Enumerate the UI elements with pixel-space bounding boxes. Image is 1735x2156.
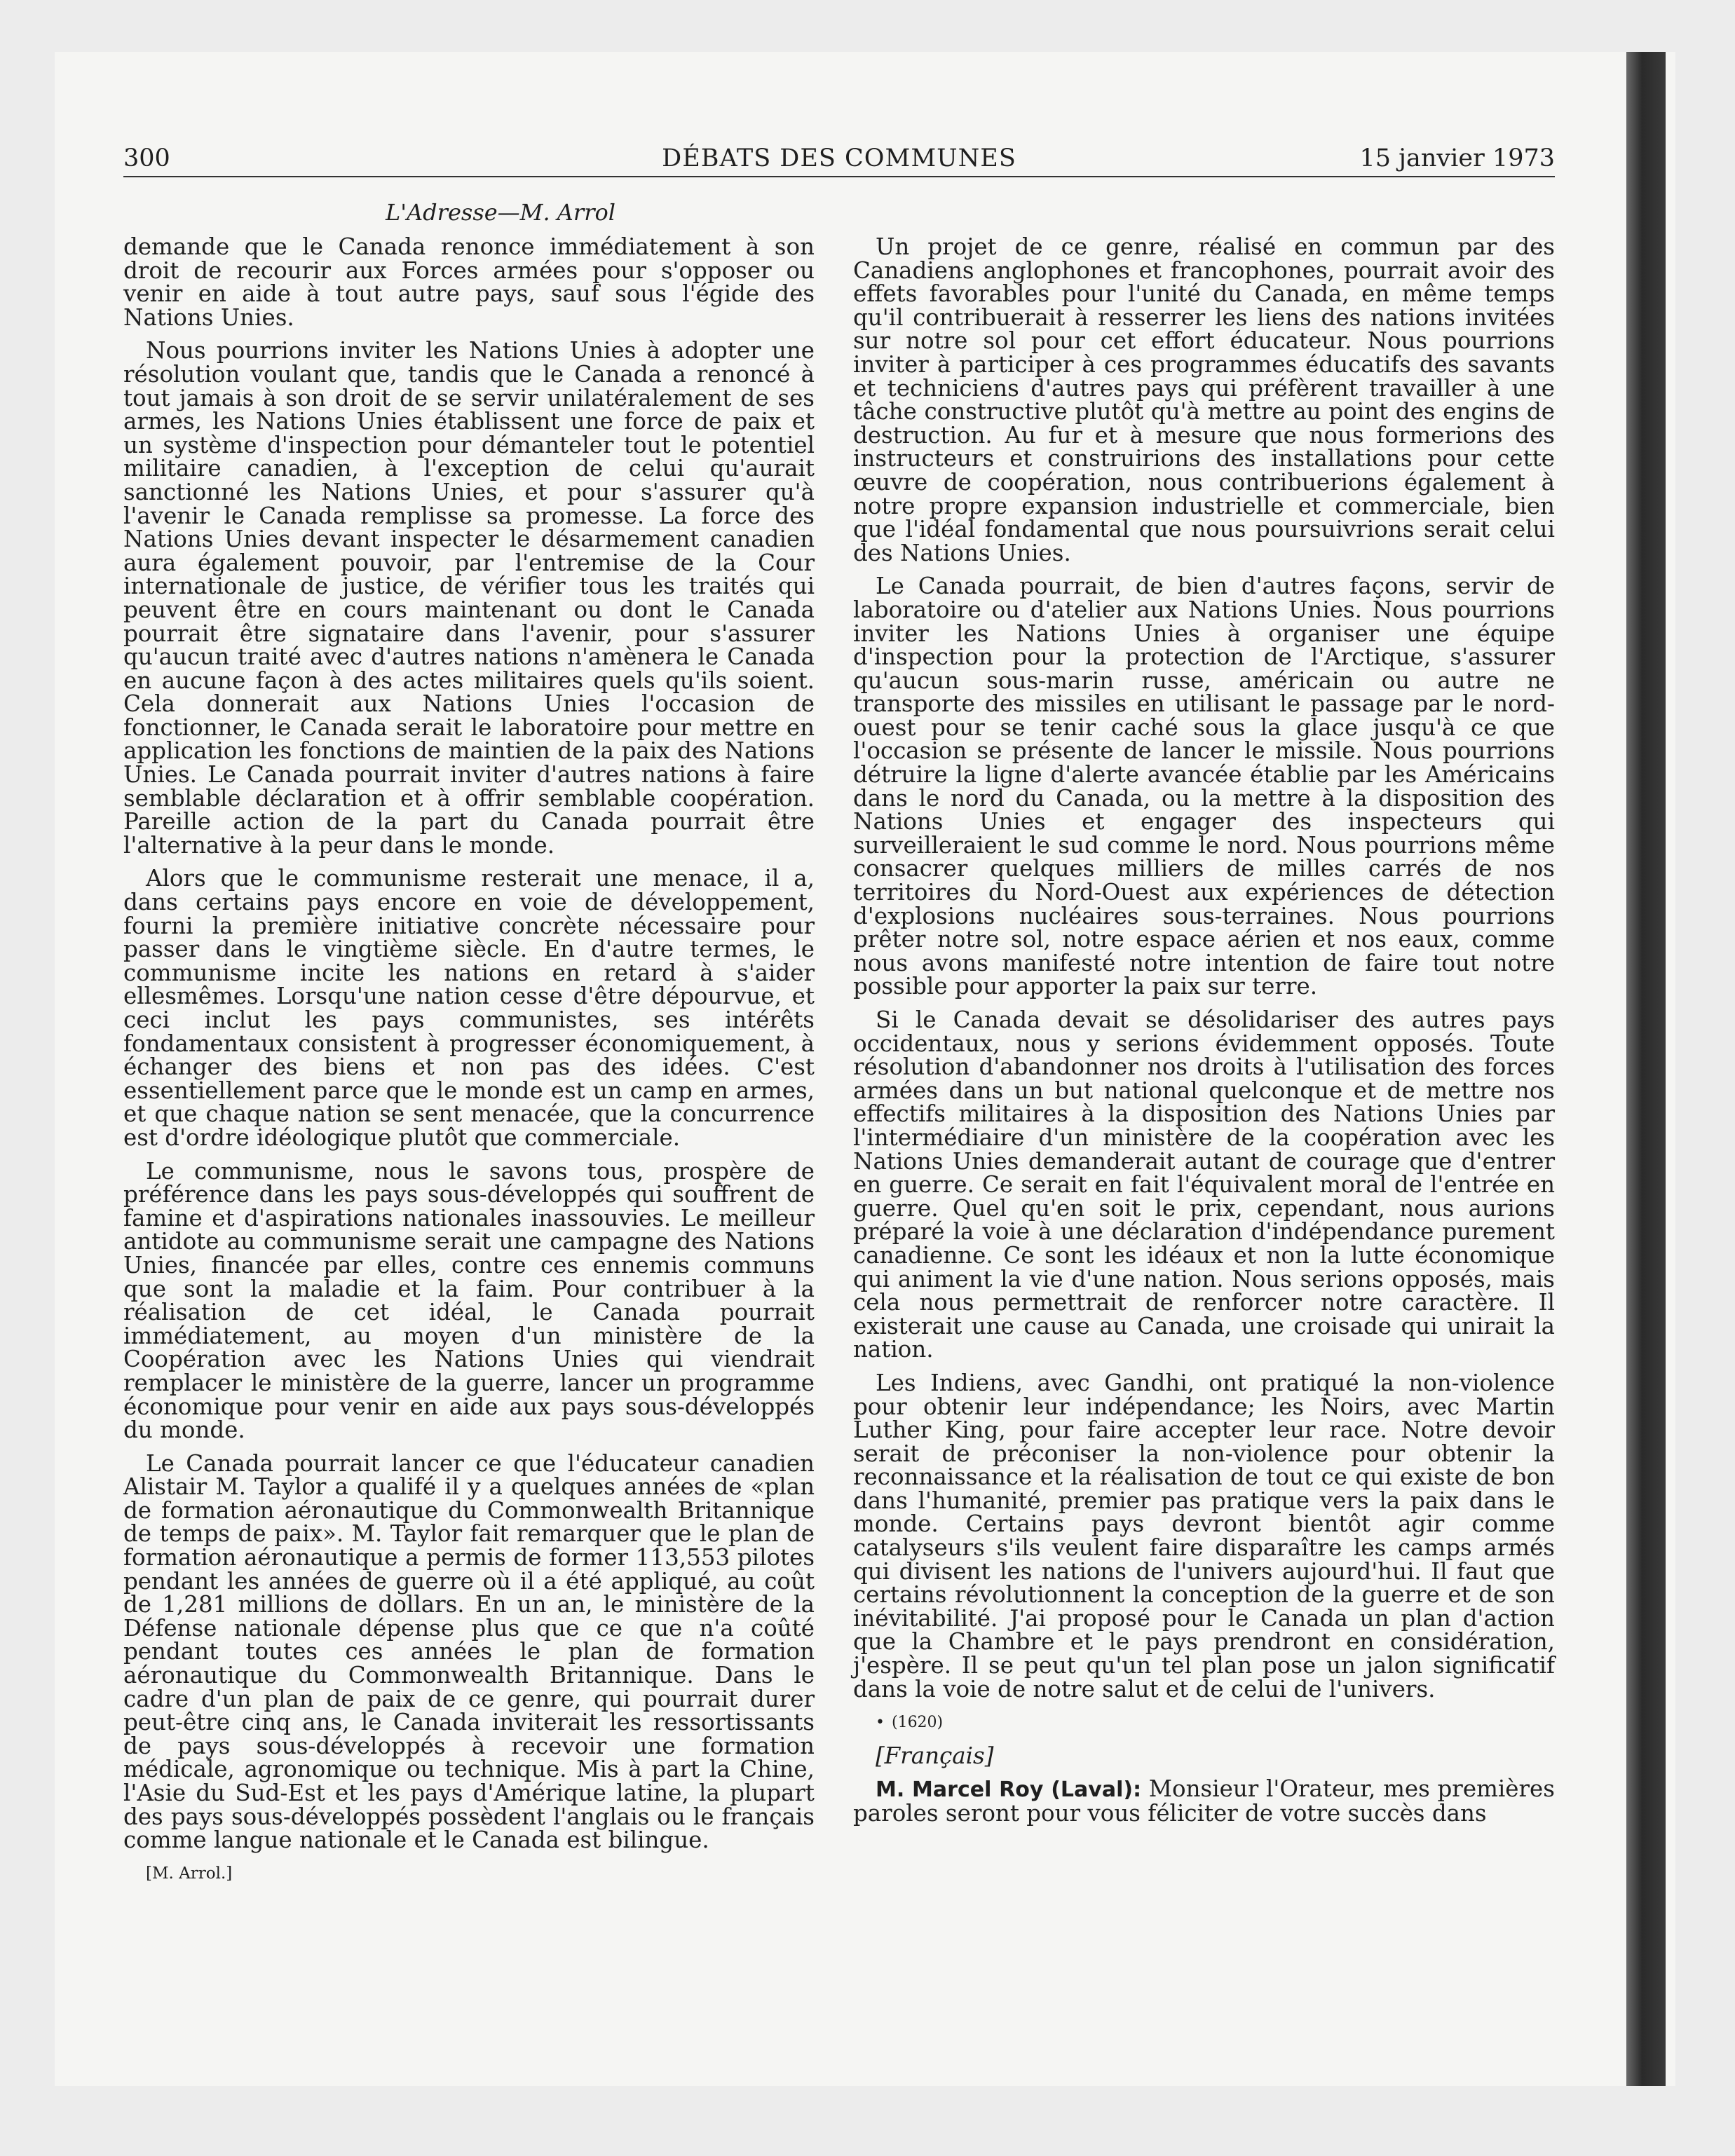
paragraph: Un projet de ce genre, réalisé en commun par des Canadiens anglophones et francophones, pourrait avoir des effets favorables pour l'unité du Canada, en même temps qu'il contribuerait à resserrer les liens des nations invitées sur notre sol pour cet effort éducateur. Nous pourrions inviter à participer à ces programmes éducatifs des savants et techniciens d'autres pays qui préfèrent travailler à une tâche constructive plutôt qu'à mettre au point des engins de destruction. Au fur et à mesure que nous formerions des instructeurs et construirions des installations pour cette œuvre de coopération, nous contribuerions également à notre propre expansion industrielle et commerciale, bien que l'idéal fondamental que nous poursuivrions serait celui des Nations Unies. <box>853 233 1555 566</box>
paragraph: Le Canada pourrait, de bien d'autres façons, servir de laboratoire ou d'atelier aux Nations Unies. Nous pourrions inviter les Nations Unies à organiser une équipe d'inspection pour la protection de l'Arctique, s'assurer qu'aucun sous-marin russe, américain ou autre ne transporte des missiles en utilisant le passage par le nord-ouest pour se tenir caché sous la glace jusqu'à ce que l'occasion se présente de lancer le missile. Nous pourrions détruire la ligne d'alerte avancée établie par les Américains dans le nord du Canada, ou la mettre à la disposition des Nations Unies et engager des inspecteurs qui surveilleraient le sud comme le nord. Nous pourrions même consacrer quelques milliers de milles carrés de nos territoires du Nord-Ouest aux expériences de détection d'explosions nucléaires sous-terraines. Nous pourrions prêter notre sol, notre espace aérien et nos eaux, comme nous avons manifesté notre intention de faire tout notre possible pour apporter la paix sur terre. <box>853 573 1555 1000</box>
paragraph: Les Indiens, avec Gandhi, ont pratiqué la non-violence pour obtenir leur indépendance; les Noirs, avec Martin Luther King, pour faire accepter leur race. Notre devoir serait de préconiser la non-violence pour obtenir la reconnaissance et la réalisation de tout ce qui existe de bon dans l'humanité, premier pas pratique vers la paix dans le monde. Certains pays devront bientôt agir comme catalyseurs s'ils veulent faire disparaître les camps armés qui divisent les nations de l'univers aujourd'hui. Il faut que certains révolutionnent la conception de la guerre et de son inévitabilité. J'ai proposé pour le Canada un plan d'action que la Chambre et le pays prendront en considération, j'espère. Il se peut qu'un tel plan pose un jalon significatif dans la voie de notre salut et de celui de l'univers. <box>853 1369 1555 1703</box>
running-head: L'Adresse—M. Arrol <box>386 199 615 226</box>
paragraph <box>853 1775 1555 1827</box>
timestamp <box>853 1711 1555 1735</box>
speaker-signature: [M. Arrol.] <box>146 1864 233 1883</box>
paragraph: Nous pourrions inviter les Nations Unies à adopter une résolution voulant que, tandis que le Canada a renoncé à tout jamais à son droit de se servir unilatéralement de ses armes, les Nations Unies établissent une force de paix et un système d'inspection pour démanteler tout le potentiel militaire canadien, à l'exception de celui qu'aurait sanctionné les Nations Unies, et pour s'assurer qu'à l'avenir le Canada remplisse sa promesse. La force des Nations Unies devant inspecter le désarmement canadien aura également pouvoir, par l'entremise de la Cour internationale de justice, de vérifier tous les traités qui peuvent être en cours maintenant ou dont le Canada pourrait être signataire dans l'avenir, pour s'assurer qu'aucun traité avec d'autres nations n'amènera le Canada en aucune façon à des actes militaires quels qu'ils soient. Cela donnerait aux Nations Unies l'occasion de fonctionner, le Canada serait le laboratoire pour mettre en application les fonctions de maintien de la paix des Nations Unies. Le Canada pourrait inviter d'autres nations à faire semblable déclaration et à offrir semblable coopération. Pareille action de la part du Canada pourrait être l'alternative à la peur dans le monde. <box>123 337 815 859</box>
language-tag: [Français] <box>876 1742 994 1769</box>
paragraph: demande que le Canada renonce immédiatement à son droit de recourir aux Forces armées pour s'opposer ou venir en aide à tout autre pays, sauf sous l'égide des Nations Unies. <box>123 233 815 331</box>
timestamp-text: (1620) <box>891 1714 944 1732</box>
speech-text: Monsieur l'Orateur, mes premières paroles seront pour vous féliciter de votre succès dans <box>853 1775 1555 1827</box>
paragraph: Le communisme, nous le savons tous, prospère de préférence dans les pays sous-développés qui souffrent de famine et d'aspirations nationales inassouvies. Le meilleur antidote au communisme serait une campagne des Nations Unies, financée par elles, contre ces ennemis communs que sont la maladie et la faim. Pour contribuer à la réalisation de cet idéal, le Canada pourrait immédiatement, au moyen d'un ministère de la Coopération avec les Nations Unies qui viendrait remplacer le ministère de la guerre, lancer un programme économique pour venir en aide aux pays sous-développés du monde. <box>123 1157 815 1444</box>
page-number: 300 <box>123 144 170 172</box>
page-date: 15 janvier 1973 <box>1359 144 1555 172</box>
scan-binding-edge <box>1626 52 1666 2086</box>
paragraph: Alors que le communisme resterait une menace, il a, dans certains pays encore en voie de développement, fourni la première initiative concrète nécessaire pour passer dans le vingtième siècle. En d'autre termes, le communisme incite les nations en retard à s'aider ellesmêmes. Lorsqu'une nation cesse d'être dépourvue, et ceci inclut les pays communistes, ses intérêts fondamentaux consistent à progresser économiquement, à échanger des biens et non pas des idées. C'est essentiellement parce que le monde est un camp en armes, et que chaque nation se sent menacée, que la concurrence est d'ordre idéologique plutôt que commerciale. <box>123 865 815 1151</box>
speaker-name: M. Marcel Roy (Laval): <box>876 1778 1142 1803</box>
bullet-icon: • <box>876 1714 885 1732</box>
paragraph: Le Canada pourrait lancer ce que l'éducateur canadien Alistair M. Taylor a qualifé il y a quelques années de «plan de formation aéronautique du Commonwealth Britannique de temps de paix». M. Taylor fait remarquer que le plan de formation aéronautique a permis de former 113,553 pilotes pendant les années de guerre où il a été appliqué, au coût de 1,281 millions de dollars. En un an, le ministère de la Défense nationale dépense plus que ce que n'a coûté pendant toutes ces années le plan de formation aéronautique du Commonwealth Britannique. Dans le cadre d'un plan de paix de ce genre, qui pourrait durer peut-être cinq ans, le Canada inviterait les ressortissants de pays sous-développés à recevoir une formation médicale, agronomique ou technique. Mis à part la Chine, l'Asie du Sud-Est et les pays d'Amérique latine, la plupart des pays sous-développés possèdent l'anglais ou le français comme langue nationale et le Canada est bilingue. <box>123 1449 815 1854</box>
left-column <box>123 200 815 1895</box>
right-column <box>853 233 1555 1836</box>
paragraph: Si le Canada devait se désolidariser des autres pays occidentaux, nous y serions évidemment opposés. Toute résolution d'abandonner nos droits à l'utilisation des forces armées dans un but national quelconque et de mettre nos effectifs militaires à la disposition des Nations Unies par l'intermédiaire d'un ministère de la coopération avec les Nations Unies demanderait autant de courage que d'entrer en guerre. Ce serait en fait l'équivalent moral de l'entrée en guerre. Quel qu'en soit le prix, cependant, nous aurions préparé la voie à une déclaration d'indépendance purement canadienne. Ce sont les idéaux et non la lutte économique qui animent la vie d'une nation. Nous serions opposés, mais cela nous permettrait de renforcer notre caractère. Il existerait une cause au Canada, une croisade qui unirait la nation. <box>853 1007 1555 1363</box>
publication-title: DÉBATS DES COMMUNES <box>662 144 1016 172</box>
page-header <box>123 142 1555 177</box>
